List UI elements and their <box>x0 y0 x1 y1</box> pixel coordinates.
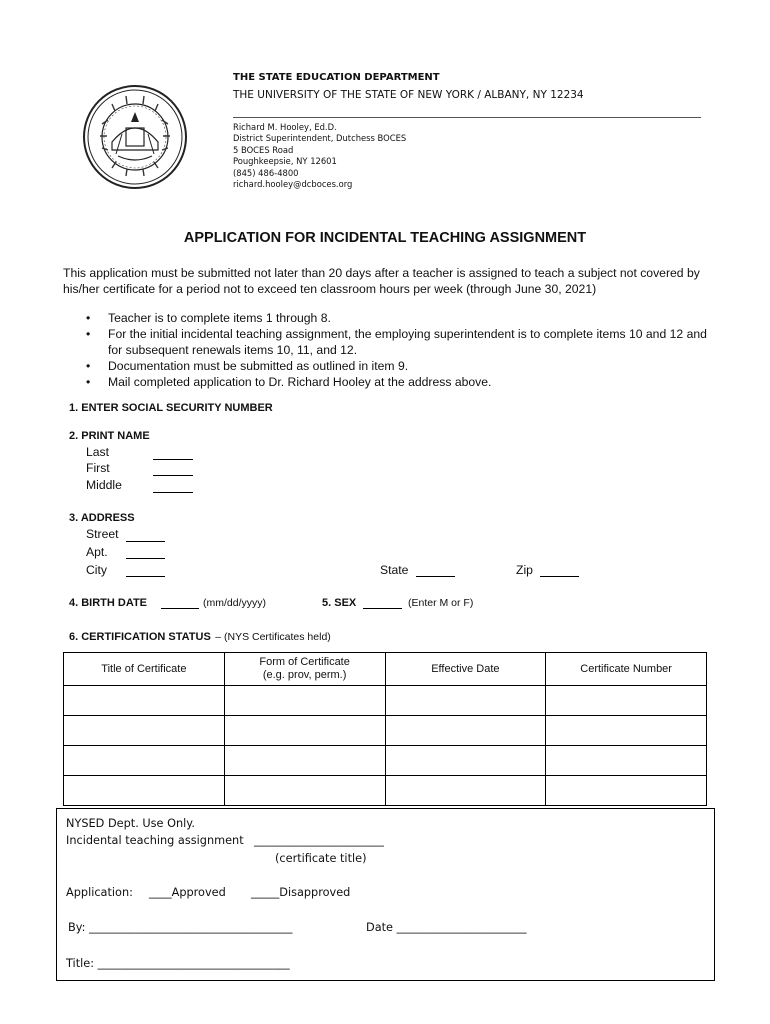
table-cell[interactable] <box>224 776 385 806</box>
zip-label: Zip <box>516 563 533 577</box>
university-address: THE UNIVERSITY OF THE STATE OF NEW YORK / ALBANY, NY 12234 <box>233 89 584 101</box>
apt-label: Apt. <box>86 545 108 559</box>
department-name: THE STATE EDUCATION DEPARTMENT <box>233 72 440 83</box>
city-label: City <box>86 563 107 577</box>
address-label: 3. ADDRESS <box>69 512 135 524</box>
column-header-title: Title of Certificate <box>64 653 225 686</box>
last-name-field[interactable] <box>153 448 193 460</box>
table-cell[interactable] <box>546 776 707 806</box>
instruction-item: • For the initial incidental teaching assignment, the employing superintendent is to complete items 10 and 12 and for subsequent renewals items 10, 11, and 12. <box>86 326 716 358</box>
column-header-cert-number: Certificate Number <box>546 653 707 686</box>
sex-note: (Enter M or F) <box>408 597 474 609</box>
assignment-field[interactable]: _______________________ <box>254 834 384 847</box>
table-cell[interactable] <box>64 746 225 776</box>
street-field[interactable] <box>126 530 165 542</box>
table-cell[interactable] <box>385 686 546 716</box>
contact-position: District Superintendent, Dutchess BOCES <box>233 133 407 144</box>
table-cell[interactable] <box>64 776 225 806</box>
table-cell[interactable] <box>64 716 225 746</box>
ssn-label: 1. ENTER SOCIAL SECURITY NUMBER <box>69 402 273 414</box>
middle-name-label: Middle <box>86 478 122 492</box>
first-name-field[interactable] <box>153 464 193 476</box>
apt-field[interactable] <box>126 547 165 559</box>
zip-field[interactable] <box>540 565 579 577</box>
contact-block <box>233 122 406 190</box>
sex-field[interactable] <box>363 597 402 609</box>
form-title: APPLICATION FOR INCIDENTAL TEACHING ASSIGNMENT <box>183 230 587 246</box>
table-cell[interactable] <box>64 686 225 716</box>
office-use-box <box>56 808 715 981</box>
header-divider <box>233 117 701 118</box>
title-field[interactable]: Title: __________________________________ <box>66 957 290 970</box>
table-cell[interactable] <box>385 746 546 776</box>
application-label: Application: <box>66 886 133 899</box>
instruction-item: • Mail completed application to Dr. Richard Hooley at the address above. <box>86 374 716 390</box>
contact-street: 5 BOCES Road <box>233 144 294 155</box>
first-name-label: First <box>86 461 110 475</box>
column-header-effective-date: Effective Date <box>385 653 546 686</box>
cert-status-note: – (NYS Certificates held) <box>215 631 331 643</box>
column-header-form-sub: (e.g. prov, perm.) <box>262 669 347 681</box>
table-cell[interactable] <box>385 716 546 746</box>
name-label: 2. PRINT NAME <box>69 430 150 442</box>
certificate-title-caption: (certificate title) <box>275 852 367 865</box>
instruction-item: • Teacher is to complete items 1 through 8. <box>86 310 716 326</box>
table-cell[interactable] <box>224 746 385 776</box>
state-label: State <box>380 563 409 577</box>
city-field[interactable] <box>126 565 165 577</box>
state-seal-image <box>82 84 188 190</box>
table-cell[interactable] <box>224 686 385 716</box>
birth-date-label: 4. BIRTH DATE <box>69 597 148 609</box>
cert-status-label: 6. CERTIFICATION STATUS <box>69 631 211 643</box>
assignment-label: Incidental teaching assignment <box>66 834 244 847</box>
state-field[interactable] <box>416 565 455 577</box>
sex-label: 5. SEX <box>322 597 357 609</box>
certification-table <box>63 652 707 806</box>
office-use-heading: NYSED Dept. Use Only. <box>66 817 195 830</box>
table-row <box>64 746 707 776</box>
contact-city: Poughkeepsie, NY 12601 <box>233 156 337 167</box>
disapproved-option[interactable]: _____Disapproved <box>251 886 351 899</box>
contact-email: richard.hooley@dcboces.org <box>233 179 353 190</box>
table-row <box>64 776 707 806</box>
birth-date-field[interactable] <box>161 597 199 609</box>
date-field[interactable]: Date _______________________ <box>366 921 527 934</box>
table-cell[interactable] <box>546 686 707 716</box>
table-cell[interactable] <box>546 746 707 776</box>
column-header-form-label: Form of Certificate <box>259 656 350 668</box>
instruction-item: • Documentation must be submitted as outlined in item 9. <box>86 358 716 374</box>
approved-option[interactable]: ____Approved <box>149 886 226 899</box>
instruction-list <box>86 310 716 390</box>
birth-date-format: (mm/dd/yyyy) <box>203 597 266 609</box>
middle-name-field[interactable] <box>153 481 193 493</box>
table-row <box>64 716 707 746</box>
table-cell[interactable] <box>546 716 707 746</box>
intro-paragraph: This application must be submitted not later than 20 days after a teacher is assigned to teach a subject not covered by his/her certificate for a period not to exceed ten classroom hours per week (through June 30, 2021) <box>63 266 700 296</box>
table-row <box>64 686 707 716</box>
column-header-form <box>224 653 385 686</box>
cert-status-heading <box>69 627 331 645</box>
table-cell[interactable] <box>224 716 385 746</box>
table-header-row <box>64 653 707 686</box>
table-cell[interactable] <box>385 776 546 806</box>
last-name-label: Last <box>86 445 110 459</box>
street-label: Street <box>86 527 119 541</box>
contact-phone: (845) 486-4800 <box>233 167 299 178</box>
contact-name: Richard M. Hooley, Ed.D. <box>233 122 337 132</box>
by-field[interactable]: By: ____________________________________ <box>68 921 293 934</box>
